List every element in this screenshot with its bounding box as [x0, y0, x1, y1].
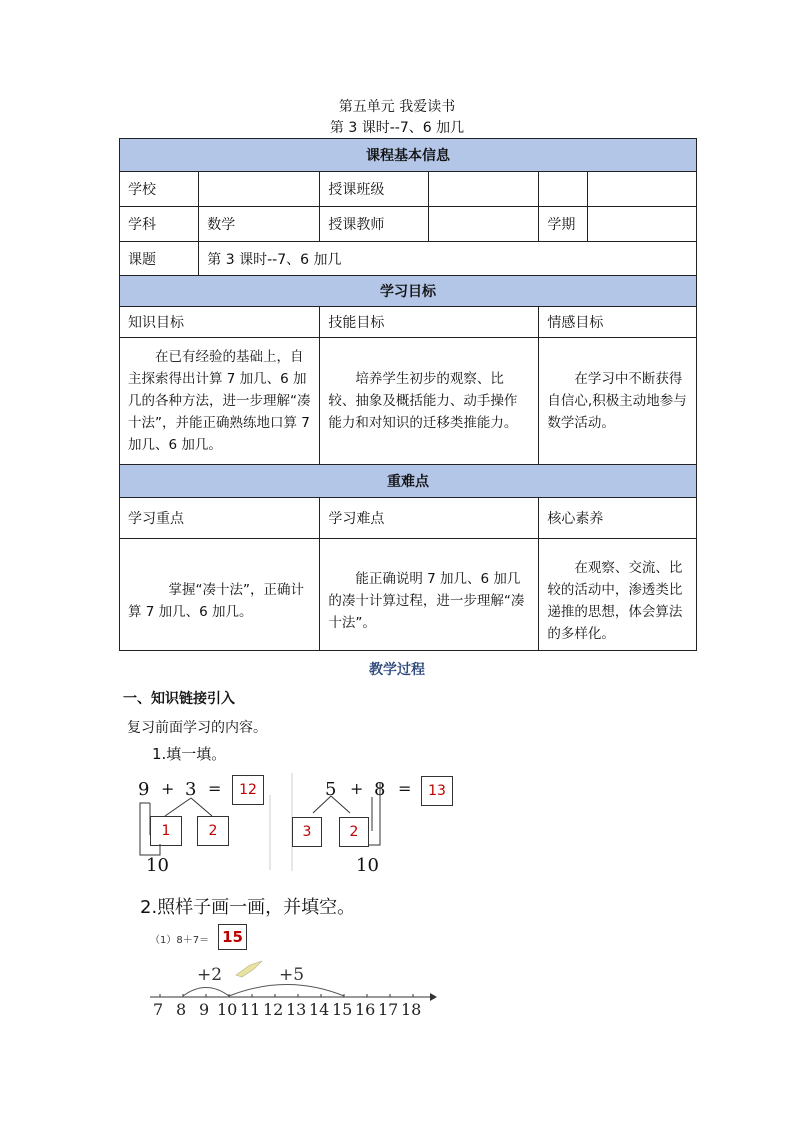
term-label: 学期: [539, 207, 588, 242]
eq: =: [208, 779, 222, 798]
ten-label: 10: [146, 855, 169, 876]
tick-label: 12: [263, 1000, 284, 1019]
tick-label: 11: [240, 1000, 261, 1019]
num: 5: [325, 779, 337, 800]
split-box: 1: [150, 816, 182, 846]
objective-emotion: 在学习中不断获得自信心,积极主动地参与数学活动。: [539, 338, 697, 465]
tick-label: 10: [217, 1000, 238, 1019]
unit-title: 第五单元 我爱读书: [338, 99, 456, 115]
key-difficulty: 能正确说明 7 加几、6 加几的凑十计算过程，进一步理解“凑十法”。: [320, 539, 539, 651]
topic-value: 第 3 课时--7、6 加几: [199, 242, 697, 276]
question-1-label: 1.填一填。: [152, 745, 227, 763]
topic-label: 课题: [120, 242, 199, 276]
answer-box: 13: [421, 776, 453, 806]
process-title: 教学过程: [369, 662, 425, 678]
subject-label: 学科: [120, 207, 199, 242]
op: +: [350, 779, 364, 798]
class-label: 授课班级: [320, 172, 428, 207]
key-header: 学习重点: [120, 498, 320, 539]
section-heading: 一、知识链接引入: [123, 691, 235, 707]
q2-expression: （1）8＋7＝: [150, 935, 210, 946]
ten-label: 10: [356, 855, 379, 876]
tick-label: 7: [153, 1000, 164, 1019]
num: 9: [138, 779, 150, 800]
tick-label: 14: [309, 1000, 330, 1019]
course-info-table: [119, 138, 697, 651]
split-box: 2: [197, 816, 229, 846]
op: +: [161, 779, 175, 798]
school-value: [199, 172, 320, 207]
jump-label: +5: [279, 965, 305, 985]
key-literacy: 在观察、交流、比较的活动中，渗透类比递推的思想，体会算法的多样化。: [539, 539, 697, 651]
split-box: 3: [292, 817, 322, 847]
tick-label: 17: [378, 1000, 399, 1019]
q2-answer-box: 15: [218, 924, 247, 950]
key-header: 学习难点: [320, 498, 539, 539]
jump-label: +2: [197, 965, 223, 985]
key-focus: 掌握“凑十法”，正确计算 7 加几、6 加几。: [120, 539, 320, 651]
tick-label: 8: [176, 1000, 187, 1019]
school-label: 学校: [120, 172, 199, 207]
num: 3: [185, 779, 197, 800]
blank-cell: [588, 172, 697, 207]
class-value: [428, 172, 539, 207]
objective-knowledge: 在已有经验的基础上，自主探索得出计算 7 加几、6 加几的各种方法，进一步理解“凑十法”，并能正确熟练地口算 7 加几、6 加几。: [120, 338, 320, 465]
split-lines: [130, 795, 280, 875]
tick-label: 9: [199, 1000, 210, 1019]
subject-value: 数学: [199, 207, 320, 242]
teacher-value: [428, 207, 539, 242]
eq: =: [398, 779, 412, 798]
section-course-info: 课程基本信息: [120, 139, 697, 172]
term-value: [588, 207, 697, 242]
review-text: 复习前面学习的内容。: [127, 720, 267, 736]
lesson-title: 第 3 课时--7、6 加几: [329, 120, 465, 136]
objective-skill: 培养学生初步的观察、比较、抽象及概括能力、动手操作能力和对知识的迁移类推能力。: [320, 338, 539, 465]
objective-header: 知识目标: [120, 307, 320, 338]
question-2-label: 2.照样子画一画，并填空。: [140, 897, 356, 918]
teacher-label: 授课教师: [320, 207, 428, 242]
key-header: 核心素养: [539, 498, 697, 539]
blank-cell: [539, 172, 588, 207]
num: 8: [374, 779, 386, 800]
objective-header: 技能目标: [320, 307, 539, 338]
section-key-points: 重难点: [120, 465, 697, 498]
section-learning-goals: 学习目标: [120, 276, 697, 307]
tick-label: 16: [355, 1000, 376, 1019]
tick-label: 18: [401, 1000, 422, 1019]
tick-label: 13: [286, 1000, 307, 1019]
answer-box: 12: [232, 775, 264, 805]
objective-header: 情感目标: [539, 307, 697, 338]
tick-label: 15: [332, 1000, 353, 1019]
split-box: 2: [339, 817, 369, 847]
